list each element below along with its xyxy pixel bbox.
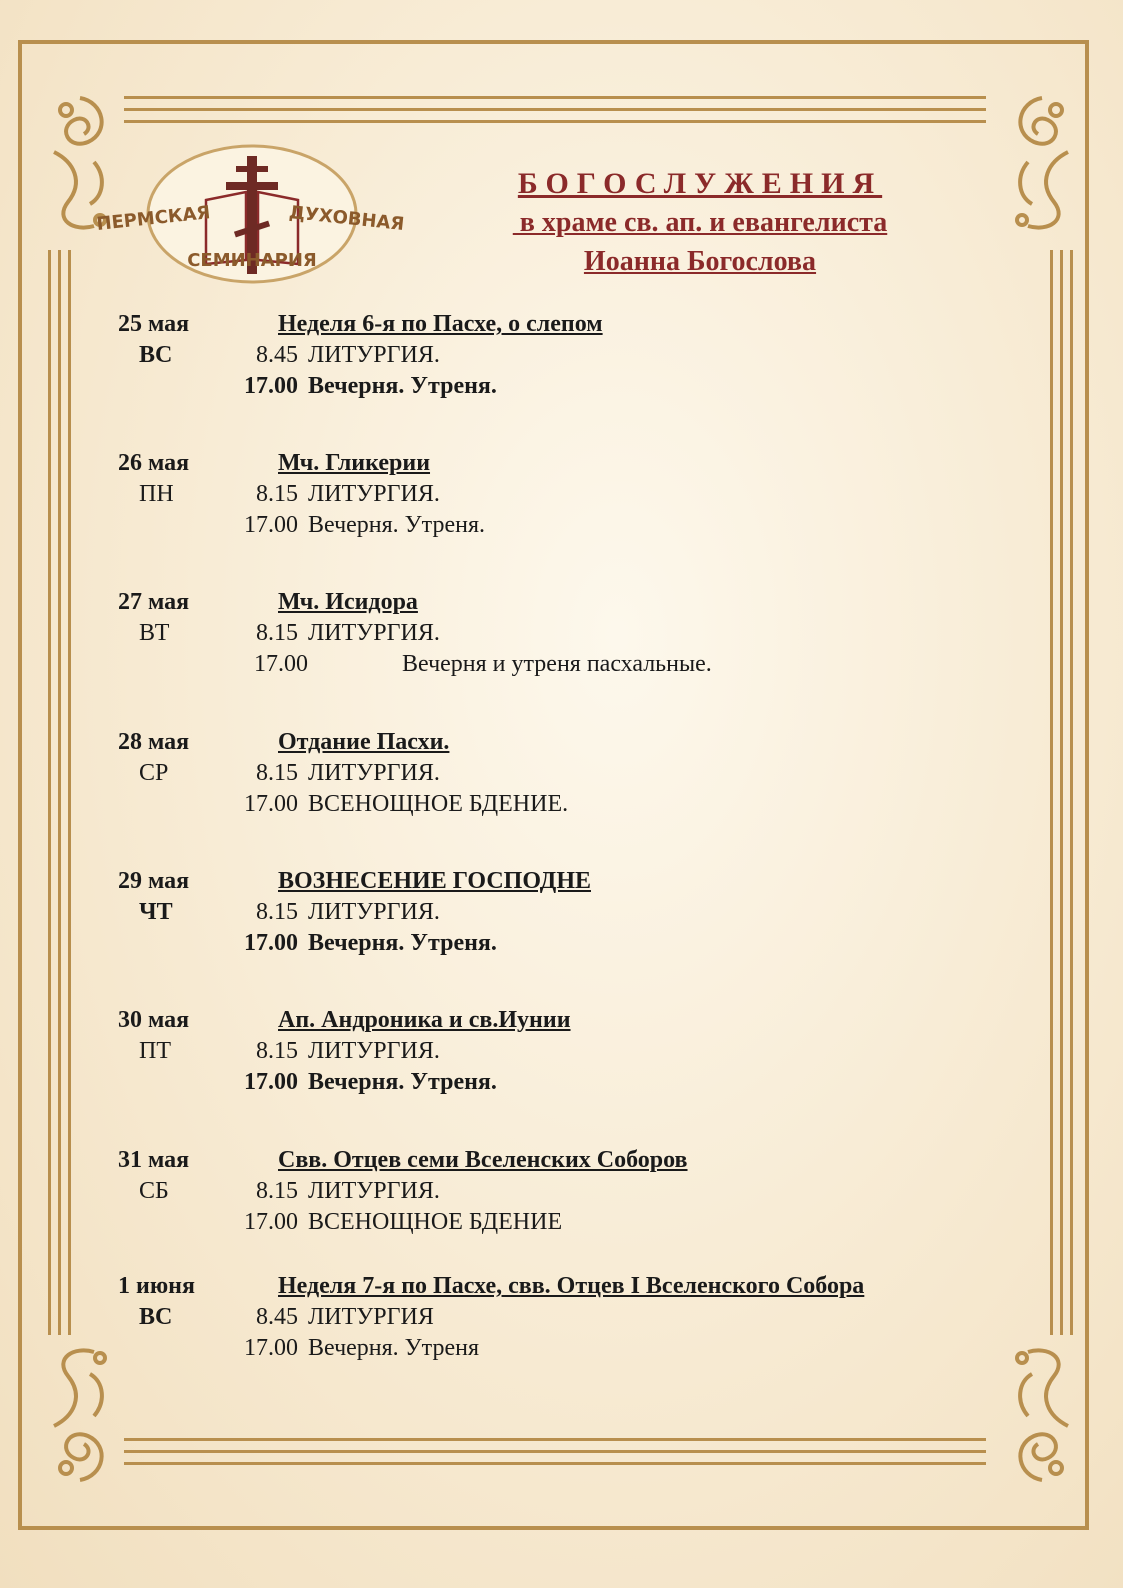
day-feast: ВОЗНЕСЕНИЕ ГОСПОДНЕ — [278, 868, 591, 894]
title-line-1: БОГОСЛУЖЕНИЯ — [517, 167, 883, 200]
service-time: 8.15 — [256, 899, 298, 925]
service-time: 8.45 — [256, 1304, 298, 1330]
schedule-day — [0, 448, 1123, 548]
service-name: Вечерня и утреня пасхальные. — [402, 651, 712, 677]
service-name: ЛИТУРГИЯ. — [308, 1038, 440, 1064]
service-name: ЛИТУРГИЯ. — [308, 1178, 440, 1204]
service-time: 8.15 — [256, 1178, 298, 1204]
day-date: 1 июня — [118, 1273, 195, 1299]
day-date: 30 мая — [118, 1007, 190, 1033]
schedule-day — [0, 1271, 1123, 1371]
service-name: Вечерня. Утреня. — [308, 930, 497, 956]
title-line-2: в храме св. ап. и евангелиста — [512, 207, 888, 238]
service-time: 8.15 — [256, 620, 298, 646]
day-weekday: СР — [139, 760, 169, 786]
page-title — [440, 164, 960, 282]
day-feast: Ап. Андроника и св.Иунии — [278, 1007, 571, 1033]
service-time: 17.00 — [244, 373, 298, 399]
day-feast: Свв. Отцев семи Вселенских Соборов — [278, 1147, 688, 1173]
day-weekday: ЧТ — [139, 899, 173, 925]
day-weekday: ВС — [139, 342, 173, 368]
bottom-border-lines — [124, 1438, 986, 1472]
service-name: ЛИТУРГИЯ. — [308, 342, 440, 368]
service-time: 17.00 — [244, 1335, 298, 1361]
service-name: ЛИТУРГИЯ — [308, 1304, 434, 1330]
day-feast: Неделя 7-я по Пасхе, свв. Отцев I Вселенского Собора — [278, 1273, 865, 1299]
schedule-day — [0, 309, 1123, 409]
day-weekday: ВТ — [139, 620, 170, 646]
top-border-lines — [124, 96, 986, 130]
service-name: ВСЕНОЩНОЕ БДЕНИЕ. — [308, 791, 569, 817]
service-name: Вечерня. Утреня — [308, 1335, 479, 1361]
day-weekday: СБ — [139, 1178, 169, 1204]
service-time: 17.00 — [244, 1069, 298, 1095]
schedule-day — [0, 727, 1123, 827]
service-time: 8.15 — [256, 760, 298, 786]
day-feast: Отдание Пасхи. — [278, 729, 450, 755]
service-time: 17.00 — [244, 791, 298, 817]
service-name: Вечерня. Утреня. — [308, 1069, 497, 1095]
schedule-day — [0, 1145, 1123, 1245]
day-date: 31 мая — [118, 1147, 190, 1173]
schedule-day — [0, 1005, 1123, 1105]
ornament-top-right-icon — [1006, 92, 1078, 242]
logo-text-bottom: СЕМИНАРИЯ — [187, 250, 317, 271]
schedule-day — [0, 587, 1123, 687]
day-date: 27 мая — [118, 589, 190, 615]
schedule-day — [0, 866, 1123, 966]
seminary-logo — [95, 142, 406, 287]
day-weekday: ВС — [139, 1304, 173, 1330]
logo-text-right: ДУХОВНАЯ — [287, 202, 406, 236]
service-name: ЛИТУРГИЯ. — [308, 760, 440, 786]
day-weekday: ПН — [139, 481, 174, 507]
service-time: 17.00 — [244, 512, 298, 538]
service-name: Вечерня. Утреня. — [308, 373, 497, 399]
logo-text-left: ПЕРМСКАЯ — [95, 202, 212, 235]
service-name: ЛИТУРГИЯ. — [308, 899, 440, 925]
service-time: 8.15 — [256, 1038, 298, 1064]
day-feast: Мч. Исидора — [278, 589, 418, 615]
service-name: ЛИТУРГИЯ. — [308, 481, 440, 507]
day-feast: Мч. Гликерии — [278, 450, 431, 476]
title-line-3: Иоанна Богослова — [583, 246, 817, 277]
service-time: 8.15 — [256, 481, 298, 507]
day-date: 26 мая — [118, 450, 190, 476]
service-name: ВСЕНОЩНОЕ БДЕНИЕ — [308, 1209, 563, 1235]
day-date: 29 мая — [118, 868, 190, 894]
service-time: 17.00 — [244, 1209, 298, 1235]
day-weekday: ПТ — [139, 1038, 171, 1064]
service-name: ЛИТУРГИЯ. — [308, 620, 440, 646]
service-time: 8.45 — [256, 342, 298, 368]
service-time: 17.00 — [244, 930, 298, 956]
day-date: 28 мая — [118, 729, 190, 755]
day-feast: Неделя 6-я по Пасхе, о слепом — [278, 311, 603, 337]
service-time: 17.00 — [254, 651, 308, 677]
service-name: Вечерня. Утреня. — [308, 512, 485, 538]
day-date: 25 мая — [118, 311, 190, 337]
